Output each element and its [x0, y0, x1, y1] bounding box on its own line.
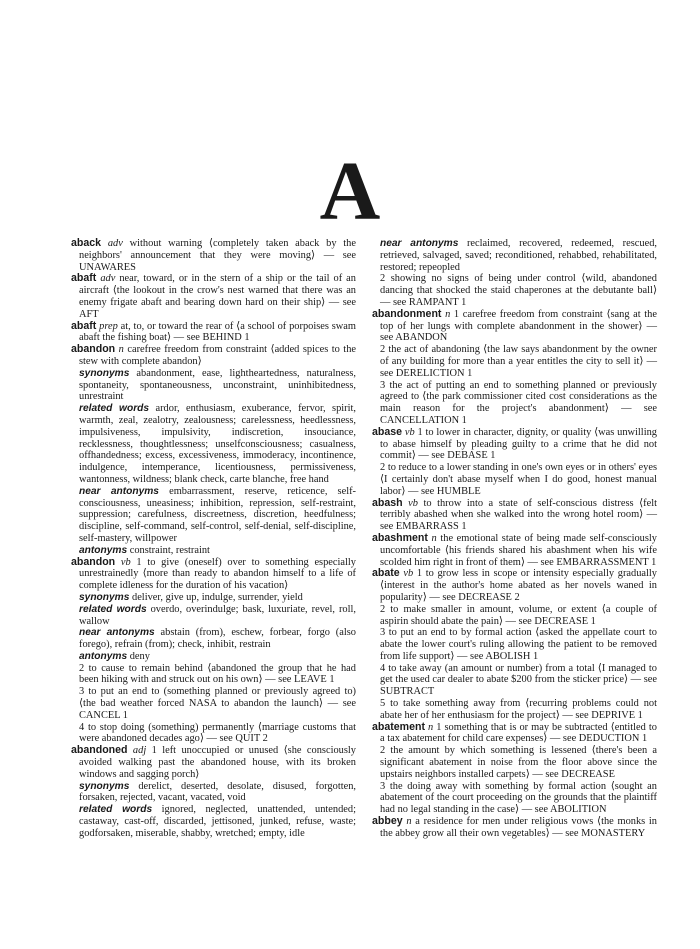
dictionary-entry [71, 321, 356, 345]
label: related words [79, 804, 153, 816]
definition-text: 1 to grow less in scope or intensity especially gradually ⟨interest in the author's home abated as her novels waned in popularity⟩ — see DECREASE 2 [380, 568, 657, 603]
part-of-speech: vb [403, 568, 414, 580]
definition-text: without warning ⟨completely taken aback by the neighbors' announcement that they were moving⟩ — see UNAWARES [79, 238, 356, 273]
sense [71, 663, 356, 687]
sense-text: 2 the amount by which something is lessened ⟨there's been a significant abatement in noise from the floor above since the upstairs neighbors installed carpets⟩ — see DECREASE [380, 745, 657, 780]
label: near antonyms [380, 238, 459, 249]
label: near antonyms [79, 485, 159, 497]
sense-text: 4 to take away (an amount or number) from a total ⟨I managed to get the used car dealer to abate $200 from the sticker price⟩ — see SUBTRACT [380, 662, 657, 698]
sense [372, 604, 657, 628]
word-list-text: constraint, restraint [129, 544, 210, 556]
definition-text: at, to, or toward the rear of ⟨a school of porpoises swam abaft the fishing boat⟩ — see BEHIND 1 [79, 320, 356, 344]
label: related words [79, 603, 147, 615]
definition-text: 1 to give (oneself) over to something especially unrestrainedly ⟨more than ready to abandon himself to a life of complete idleness for the duration of his vacation⟩ [79, 556, 356, 592]
sense [372, 663, 657, 698]
definition-text: 1 to lower in character, dignity, or quality ⟨was unwilling to abase himself by pleading guilty to a crime that he did not commit⟩ — see DEBASE 1 [380, 426, 657, 462]
left-column [71, 238, 356, 840]
label: antonyms [79, 544, 128, 556]
dictionary-entry [372, 722, 657, 746]
sense [71, 686, 356, 721]
sense [372, 698, 657, 722]
dictionary-entry [372, 816, 657, 840]
sense-text: 5 to take something away from ⟨recurring problems could not abate her of her enthusiasm for the project⟩ — see DEPRIVE 1 [380, 698, 657, 721]
sense [372, 627, 657, 662]
word-list [71, 403, 356, 486]
label: synonyms [79, 367, 130, 379]
part-of-speech: adj [132, 745, 147, 757]
word-list-text: derelict, deserted, desolate, disused, forgotten, forsaken, rejected, vacant, vacated, void [79, 780, 356, 804]
definition-text: a residence for men under religious vows ⟨the monks in the abbey grow all their own vegetables⟩ — see MONASTERY [380, 816, 657, 839]
part-of-speech: n [431, 532, 437, 544]
word-list [71, 604, 356, 628]
part-of-speech: n [118, 344, 124, 356]
headword: abase [372, 425, 403, 438]
label: synonyms [79, 591, 130, 603]
word-list-text: overdo, overindulge; bask, luxuriate, revel, roll, wallow [79, 603, 356, 627]
sense-text: 3 to put an end to by formal action ⟨asked the appellate court to abate the lower court's ruling allowing the patient to be removed from life support⟩ — see ABOLISH 1 [380, 627, 657, 662]
definition-text: reclaimed, recovered, redeemed, rescued, retrieved, salvaged, saved; reconditioned, rehabbed, rehabilitated, restored; repeopled [380, 238, 657, 273]
sense-text: 2 the act of abandoning ⟨the law says abandonment by the owner of any building for more than a year entitles the city to sell it⟩ — see DERELICTION 1 [380, 344, 657, 379]
right-column [372, 238, 657, 840]
label: near antonyms [79, 627, 155, 639]
part-of-speech: adv [100, 273, 116, 285]
word-list [71, 592, 356, 604]
part-of-speech: vb [404, 426, 415, 438]
dictionary-entry [372, 533, 657, 568]
dictionary-entry [372, 498, 657, 533]
dictionary-entry [372, 427, 657, 462]
part-of-speech: vb [408, 497, 418, 509]
dictionary-entry [71, 745, 356, 780]
headword: abandonment [372, 307, 442, 320]
part-of-speech: adv [107, 238, 123, 249]
section-letter: A [319, 145, 381, 238]
headword: abaft [71, 272, 97, 285]
definition-text: near, toward, or in the stern of a ship or the tail of an aircraft ⟨the lookout in the crow's nest warned that there was an enemy frigate abaft and bearing down hard on their ship⟩ — see AFT [79, 273, 356, 320]
word-list [71, 804, 356, 839]
headword: abashment [372, 531, 428, 544]
definition-text: 1 carefree freedom from constraint ⟨sang at the top of her lungs with complete abandonment in the shower⟩ — see ABANDON [380, 308, 657, 344]
part-of-speech: n [445, 308, 451, 320]
headword: abandoned [71, 744, 128, 757]
sense [71, 722, 356, 746]
word-list-text: deliver, give up, indulge, surrender, yield [132, 591, 303, 603]
dictionary-entry [71, 273, 356, 320]
definition-text: the emotional state of being made self-consciously uncomfortable ⟨his friends shared his abashment when his wife scolded him right in front of them⟩ — see EMBARRASSMENT 1 [380, 532, 657, 568]
headword: abbey [372, 815, 403, 828]
headword: aback [71, 237, 102, 249]
sense-text: 2 to make smaller in amount, volume, or extent ⟨a couple of aspirin should abate the pain⟩ — see DECREASE 1 [380, 603, 657, 627]
headword: abaft [71, 319, 97, 332]
word-list [71, 651, 356, 663]
definition-text: carefree freedom from constraint ⟨added spices to the stew with complete abandon⟩ [79, 344, 356, 367]
sense-text: 4 to stop doing (something) permanently ⟨marriage customs that were abandoned decades ago⟩ — see QUIT 2 [79, 721, 356, 745]
sense [372, 462, 657, 497]
sense-text: 2 to reduce to a lower standing in one's own eyes or in others' eyes ⟨I certainly don't abase myself when I do good, honest manual labor⟩ — see HUMBLE [380, 462, 657, 497]
sense-text: 2 showing no signs of being under control ⟨wild, abandoned dancing that shocked the staid chaperones at the debutante ball⟩ — see RAMPANT 1 [380, 273, 657, 308]
sense [372, 273, 657, 308]
dictionary-entry [71, 557, 356, 592]
part-of-speech: prep [99, 320, 118, 332]
headword: abandon [71, 343, 116, 356]
word-list-text: deny [129, 650, 150, 662]
sense-text: 3 the act of putting an end to something planned or previously agreed to ⟨the park commissioner cited cost considerations as the main reason for the project's abandonment⟩ — see CANCELLATION 1 [380, 379, 657, 426]
part-of-speech: n [428, 721, 434, 733]
word-list [71, 486, 356, 545]
dictionary-entry [372, 568, 657, 603]
headword: abatement [372, 720, 425, 733]
label: related words [79, 403, 150, 415]
definition-text: 1 something that is or may be subtracted ⟨entitled to a tax abatement for child care expenses⟩ — see DEDUCTION 1 [380, 721, 657, 745]
headword: abandon [71, 555, 116, 568]
sense [372, 344, 657, 379]
part-of-speech: vb [120, 556, 131, 568]
word-list-text: embarrassment, reserve, reticence, self-consciousness, uneasiness; inhibition, repression, self-restraint, suppression; carefulness, discreetness, discretion, heedfulness; discipline, self-command, self-control, self-denial, self-discipline, self-mastery, willpower [79, 485, 356, 544]
label: antonyms [79, 650, 128, 662]
dictionary-entry [71, 238, 356, 273]
part-of-speech: n [406, 816, 412, 828]
headword: abate [372, 567, 400, 580]
sense-text: 3 the doing away with something by formal action ⟨sought an abatement of the court proceeding on the grounds that the plaintiff had no legal standing in the case⟩ — see ABOLITION [380, 780, 657, 816]
word-list [71, 627, 356, 651]
headword: abash [372, 496, 403, 509]
sense [372, 781, 657, 816]
dictionary-entry [71, 344, 356, 368]
sense [372, 745, 657, 780]
dictionary-entry [372, 309, 657, 344]
label: synonyms [79, 780, 130, 792]
sense [372, 380, 657, 427]
word-list-text: ignored, neglected, unattended, untended; castaway, cast-off, discarded, jettisoned, junked, refuse, waste; godforsaken, miserable, shabby, wretched; empty, idle [79, 804, 356, 839]
sense-text: 2 to cause to remain behind ⟨abandoned the group that he had been hiking with and struck out on his own⟩ — see LEAVE 1 [79, 662, 356, 686]
word-list [71, 781, 356, 805]
word-list [71, 368, 356, 403]
definition-text: to throw into a state of self-conscious distress ⟨felt terribly abashed when she walked into the wrong hotel room⟩ — see EMBARRASS 1 [380, 497, 657, 533]
definition-text: 1 left unoccupied or unused ⟨she consciously avoided walking past the abandoned house, with its broken windows and sagging porch⟩ [79, 745, 356, 780]
word-list-text: ardor, enthusiasm, exuberance, fervor, spirit, warmth, zeal, zealotry, zealousness; carelessness, heedlessness, impulsiveness, impulsivity, indiscretion, insouciance, recklessness, thoughtlessness; unselfconsciousness; casualness, offhandedness; excess, excessiveness, immoderacy, incontinence, indulgence, intemperance, licentiousness, permissiveness, wantonness, wildness; blank check, carte blanche, free hand [79, 403, 356, 485]
word-list-text: abstain (from), eschew, forbear, forgo (also forego), refrain (from); check, inhibit, restrain [79, 627, 356, 651]
sense-text: 3 to put an end to (something planned or previously agreed to) ⟨the bad weather forced NASA to abandon the launch⟩ — see CANCEL 1 [79, 686, 356, 721]
entry-continuation [372, 238, 657, 273]
word-list-text: abandonment, ease, lightheartedness, naturalness, spontaneity, spontaneousness, unconstraint, uninhibitedness, unrestraint [79, 367, 356, 403]
